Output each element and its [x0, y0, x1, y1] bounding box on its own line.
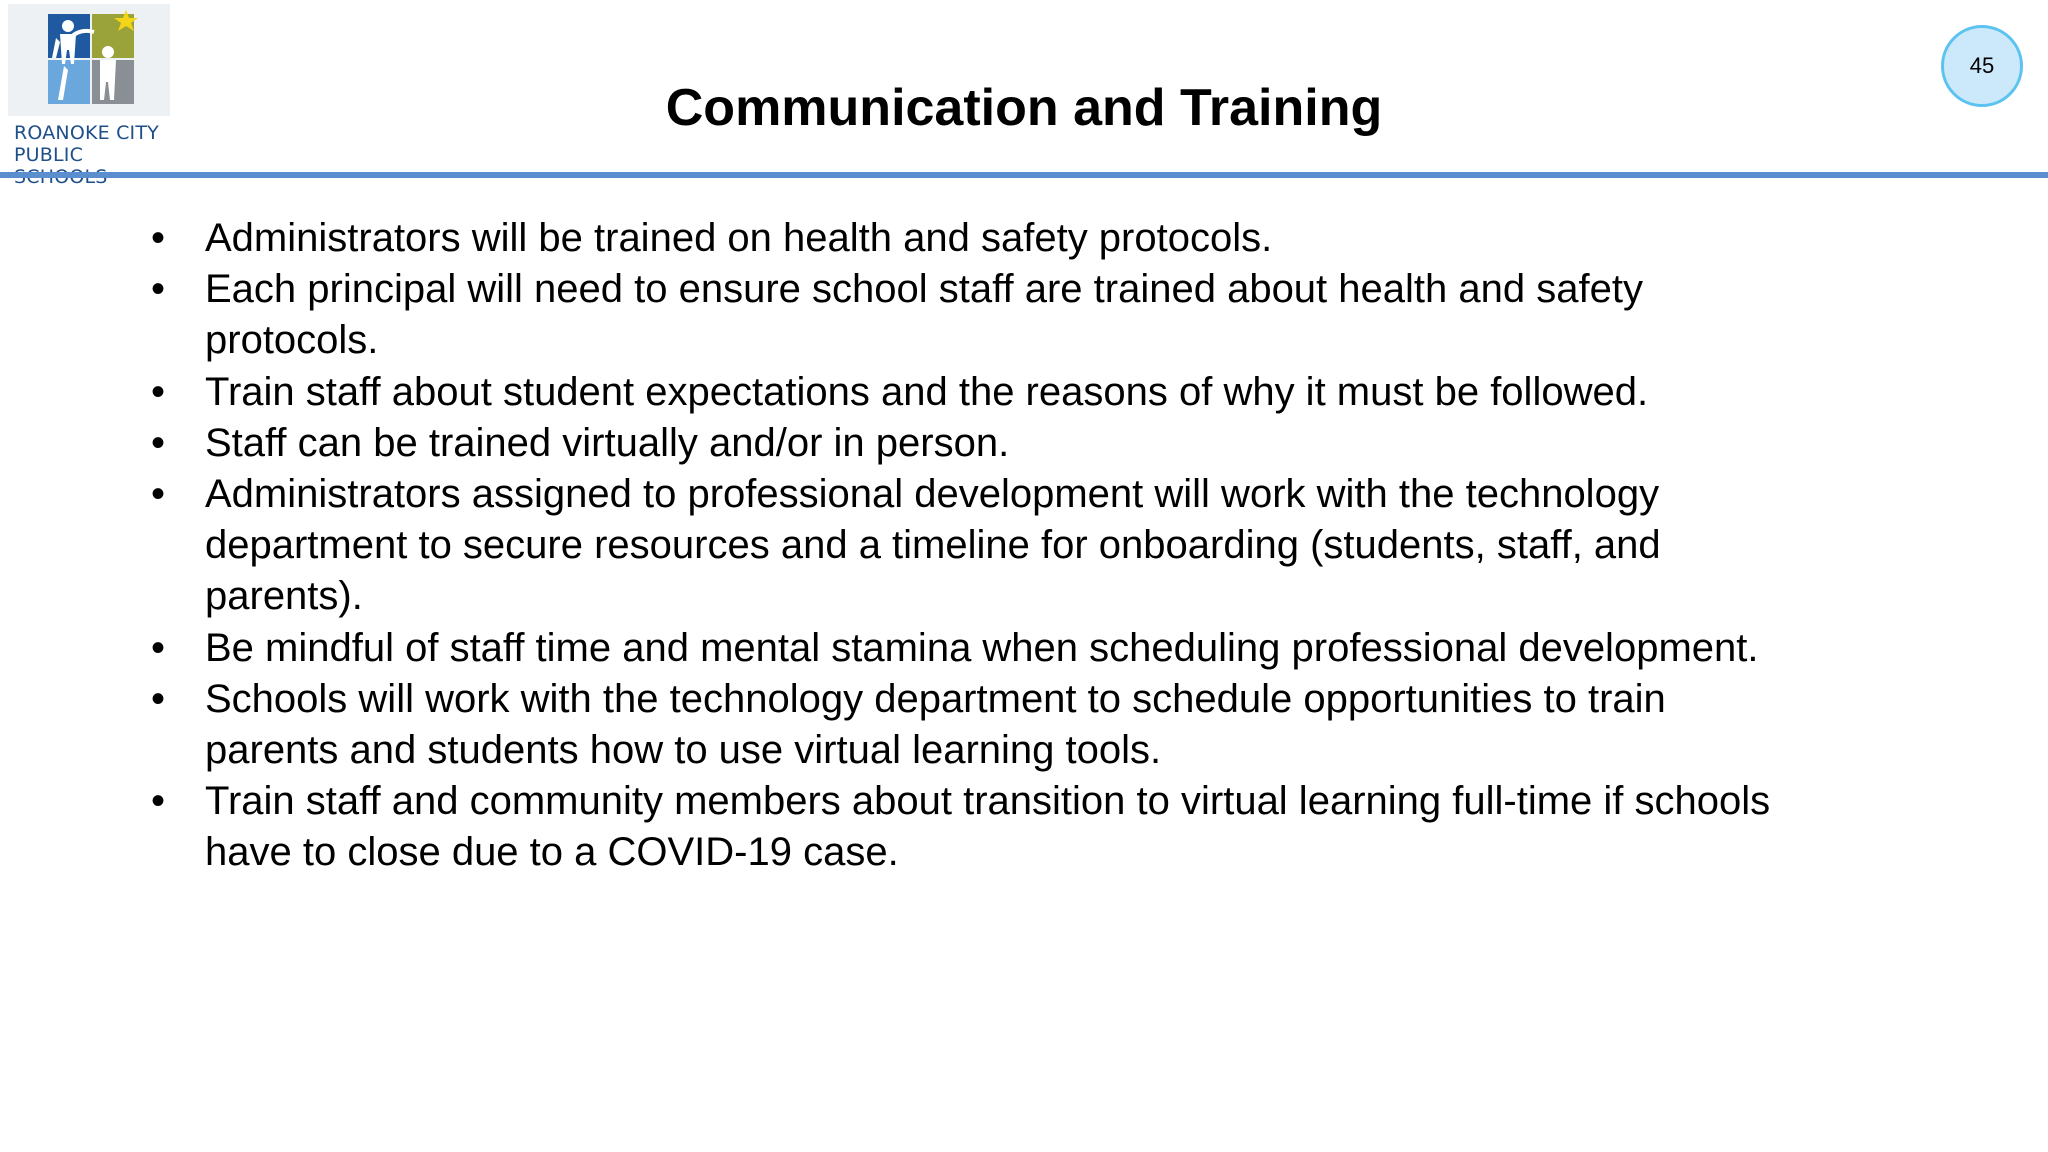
bullet-text: Staff can be trained virtually and/or in person. — [205, 420, 1010, 465]
bullet-text: Train staff and community members about transition to virtual learning full-time if schools have to close due to a COVID-19 case. — [205, 779, 1771, 875]
bullet-icon: • — [150, 472, 165, 517]
bullet-text: Administrators assigned to professional development will work with the technology department to secure resources and a timeline for onboarding (students, staff, and parents). — [205, 472, 1661, 619]
bullet-item — [146, 264, 1786, 366]
bullet-text: Train staff about student expectations and the reasons of why it must be followed. — [205, 369, 1649, 414]
bullet-text: Each principal will need to ensure school staff are trained about health and safety protocols. — [205, 267, 1643, 363]
bullet-icon: • — [150, 625, 165, 670]
bullet-icon: • — [150, 779, 165, 824]
page-number-badge — [1941, 25, 2023, 107]
bullet-text: Schools will work with the technology department to schedule opportunities to train parents and students how to use virtual learning tools. — [205, 676, 1666, 773]
bullet-item — [146, 213, 1786, 264]
bullet-text: Administrators will be trained on health and safety protocols. — [205, 216, 1273, 260]
bullet-icon: • — [150, 420, 165, 465]
bullet-item — [146, 623, 1786, 674]
bullet-item — [146, 469, 1786, 623]
page-number: 45 — [1969, 53, 1995, 78]
bullet-text: Be mindful of staff time and mental stamina when scheduling professional development. — [205, 625, 1759, 670]
bullet-item — [146, 674, 1786, 776]
slide-title: Communication and Training — [665, 79, 1383, 137]
bullet-item — [146, 776, 1786, 878]
bullet-icon: • — [150, 267, 165, 312]
bullet-item — [146, 367, 1786, 418]
bullet-icon: • — [150, 216, 165, 260]
bullet-item — [146, 418, 1786, 469]
header-divider — [0, 172, 2048, 178]
bullet-icon: • — [150, 676, 165, 721]
logo-text: ROANOKE CITY PUBLIC — [14, 122, 159, 166]
bullet-icon: • — [150, 369, 165, 414]
bullet-list — [146, 213, 1786, 879]
